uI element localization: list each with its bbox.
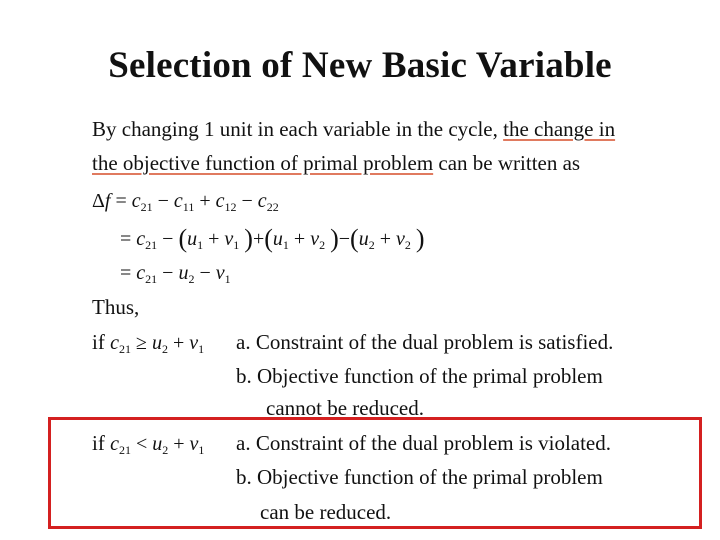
thus-label: Thus, xyxy=(92,295,140,319)
condition-satisfied xyxy=(92,330,204,357)
condition-violated xyxy=(92,431,204,458)
satisfied-a: a. Constraint of the dual problem is satisfied. xyxy=(236,330,614,354)
equation-expanded: = $c_{21} - (u_1 + v_1$ )$+(u_1 + v_2$ )$-(u_2 + v_2$ ) xyxy=(120,224,425,253)
if-word-2: if xyxy=(92,431,105,455)
intro-line-2 xyxy=(92,151,580,176)
satisfied-b2: cannot be reduced. xyxy=(266,396,425,420)
violated-a: a. Constraint of the dual problem is violated. xyxy=(236,431,612,455)
inequality-lt: $c_{21} < u_2 + v_1$ xyxy=(110,433,205,457)
intro-text-2: can be written as xyxy=(433,151,581,175)
intro-line-1 xyxy=(92,117,615,142)
violated-b1: b. Objective function of the primal problem xyxy=(236,465,603,489)
intro-underlined-2: the objective function of primal problem xyxy=(92,151,434,175)
violated-b2: can be reduced. xyxy=(260,500,392,524)
intro-underlined-1: the change in xyxy=(503,117,616,141)
satisfied-b1: b. Objective function of the primal problem xyxy=(236,364,603,388)
inequality-ge: $c_{21} \ge u_2 + v_1$ xyxy=(110,332,205,356)
if-word-1: if xyxy=(92,330,105,354)
intro-text-1: By changing 1 unit in each variable in the cycle, xyxy=(92,117,504,141)
equation-result: = $c_{21} - u_2 - v_1$ xyxy=(120,262,231,286)
equation-delta-f: $\Delta f = c_{21} - c_{11} + c_{12} - c_{22}$ xyxy=(92,190,279,214)
page-title: Selection of New Basic Variable xyxy=(108,45,612,86)
